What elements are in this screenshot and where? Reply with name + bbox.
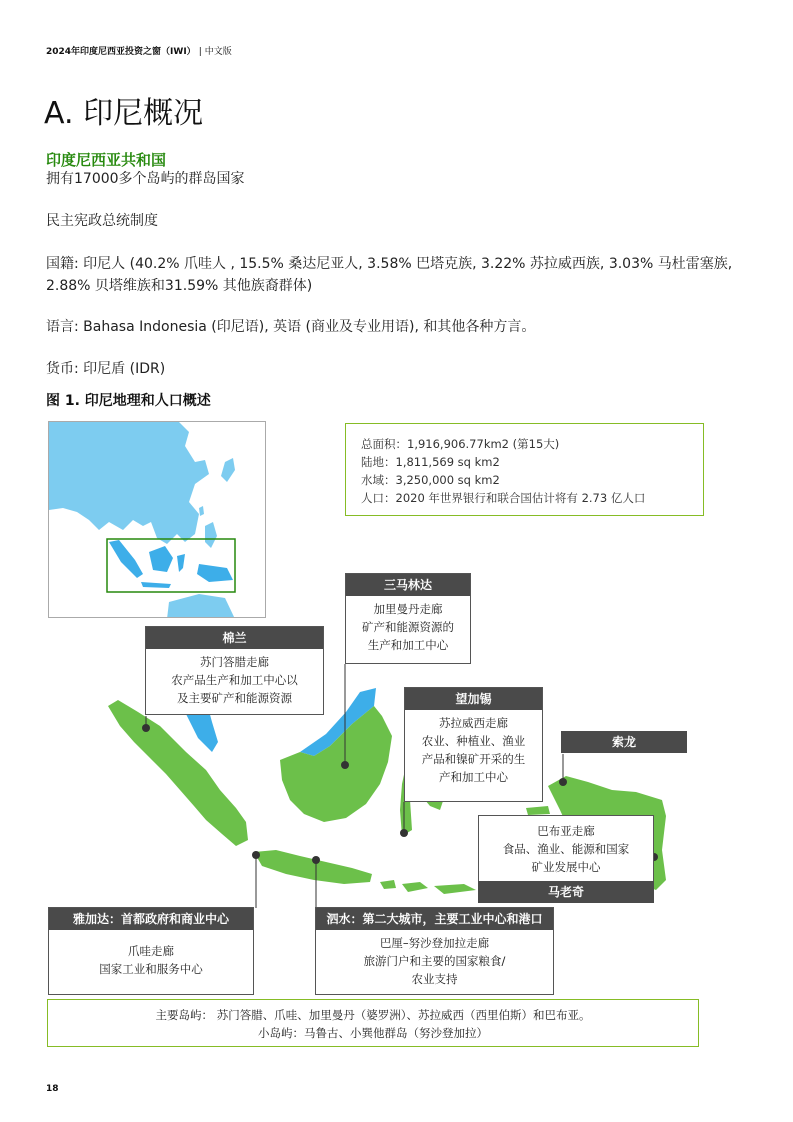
country-name: 印度尼西亚共和国 (46, 151, 167, 169)
callout-makassar (404, 687, 543, 802)
header-title: 2024年印度尼西亚投资之窗（IWI） (46, 47, 196, 57)
stats-box (345, 423, 704, 516)
figure-title: 图 1. 印尼地理和人口概述 (46, 393, 211, 409)
islands-small: 小岛屿：马鲁古、小巽他群岛（努沙登加拉） (258, 1026, 488, 1040)
callout-samarinda (345, 573, 471, 664)
callout-jakarta (48, 907, 254, 995)
java-island (254, 850, 372, 884)
fact-nationality: 国籍: 印尼人 (40.2% 爪哇人 , 15.5% 桑达尼亚人, 3.58% 巴塔克族, 3.22% 苏拉威西族, 3.03% 马杜雷塞族, 2.88% 贝塔维族和31.59% 其他族裔群体) (46, 256, 733, 294)
philippines-shape (205, 522, 217, 548)
stat-population: 人口：2020 年世界银行和联合国估计将有 2.73 亿人口 (361, 491, 646, 505)
stat-water: 水域：3,250,000 sq km2 (361, 473, 500, 487)
callout-merauke-title: 马老奇 (478, 881, 654, 903)
callout-makassar-desc: 苏拉威西走廊 农业、种植业、渔业 产品和镍矿开采的生 产和加工中心 (421, 716, 526, 784)
callout-makassar-title: 望加锡 (405, 688, 542, 710)
callout-samarinda-title: 三马林达 (346, 574, 470, 596)
fact-language: 语言: Bahasa Indonesia (印尼语), 英语 (商业及专业用语), 和其他各种方言。 (46, 319, 536, 335)
stat-total-area: 总面积：1,916,906.77km2 (第15大) (361, 437, 560, 451)
callout-samarinda-desc: 加里曼丹走廊 矿产和能源资源的 生产和加工中心 (362, 602, 454, 652)
fact-currency: 货币: 印尼盾 (IDR) (46, 361, 166, 377)
seram-island (526, 806, 550, 815)
callout-medan-title: 棉兰 (146, 627, 323, 649)
islands-box (47, 999, 699, 1047)
callout-merauke-desc: 巴布亚走廊 食品、渔业、能源和国家 矿业发展中心 (502, 824, 630, 874)
callout-medan-desc: 苏门答腊走廊 农产品生产和加工中心以 及主要矿产和能源资源 (171, 655, 298, 705)
asia-landmass (49, 422, 209, 544)
sumatra-island (108, 700, 248, 846)
callout-medan (145, 626, 324, 715)
fact-archipelago: 拥有17000多个岛屿的群岛国家 (46, 171, 245, 187)
header-separator: | (198, 47, 202, 57)
page-number: 18 (46, 1084, 59, 1094)
callout-sorong-title: 索龙 (561, 731, 687, 753)
fact-government: 民主宪政总统制度 (46, 213, 158, 229)
header-edition: 中文版 (204, 47, 232, 57)
islands-main: 主要岛屿： 苏门答腊、爪哇、加里曼丹（婆罗洲）、苏拉威西（西里伯斯）和巴布亚。 (155, 1008, 591, 1022)
taiwan-shape (199, 506, 204, 516)
stat-land: 陆地：1,811,569 sq km2 (361, 455, 500, 469)
callout-jakarta-desc: 爪哇走廊 国家工业和服务中心 (99, 944, 203, 976)
section-title: A. 印尼概况 (44, 96, 204, 131)
callout-surabaya-desc: 巴厘–努沙登加拉走廊 旅游门户和主要的国家粮食/ 农业支持 (363, 936, 506, 986)
running-header (46, 44, 232, 57)
callout-surabaya (315, 907, 554, 995)
callout-jakarta-title: 雅加达：首都政府和商业中心 (49, 908, 253, 930)
callout-surabaya-title: 泗水：第二大城市，主要工业中心和港口 (316, 908, 553, 930)
callout-sorong (561, 731, 687, 754)
callout-merauke (478, 815, 654, 903)
bali-nusa-tenggara (380, 880, 476, 894)
japan-shape (221, 458, 235, 482)
